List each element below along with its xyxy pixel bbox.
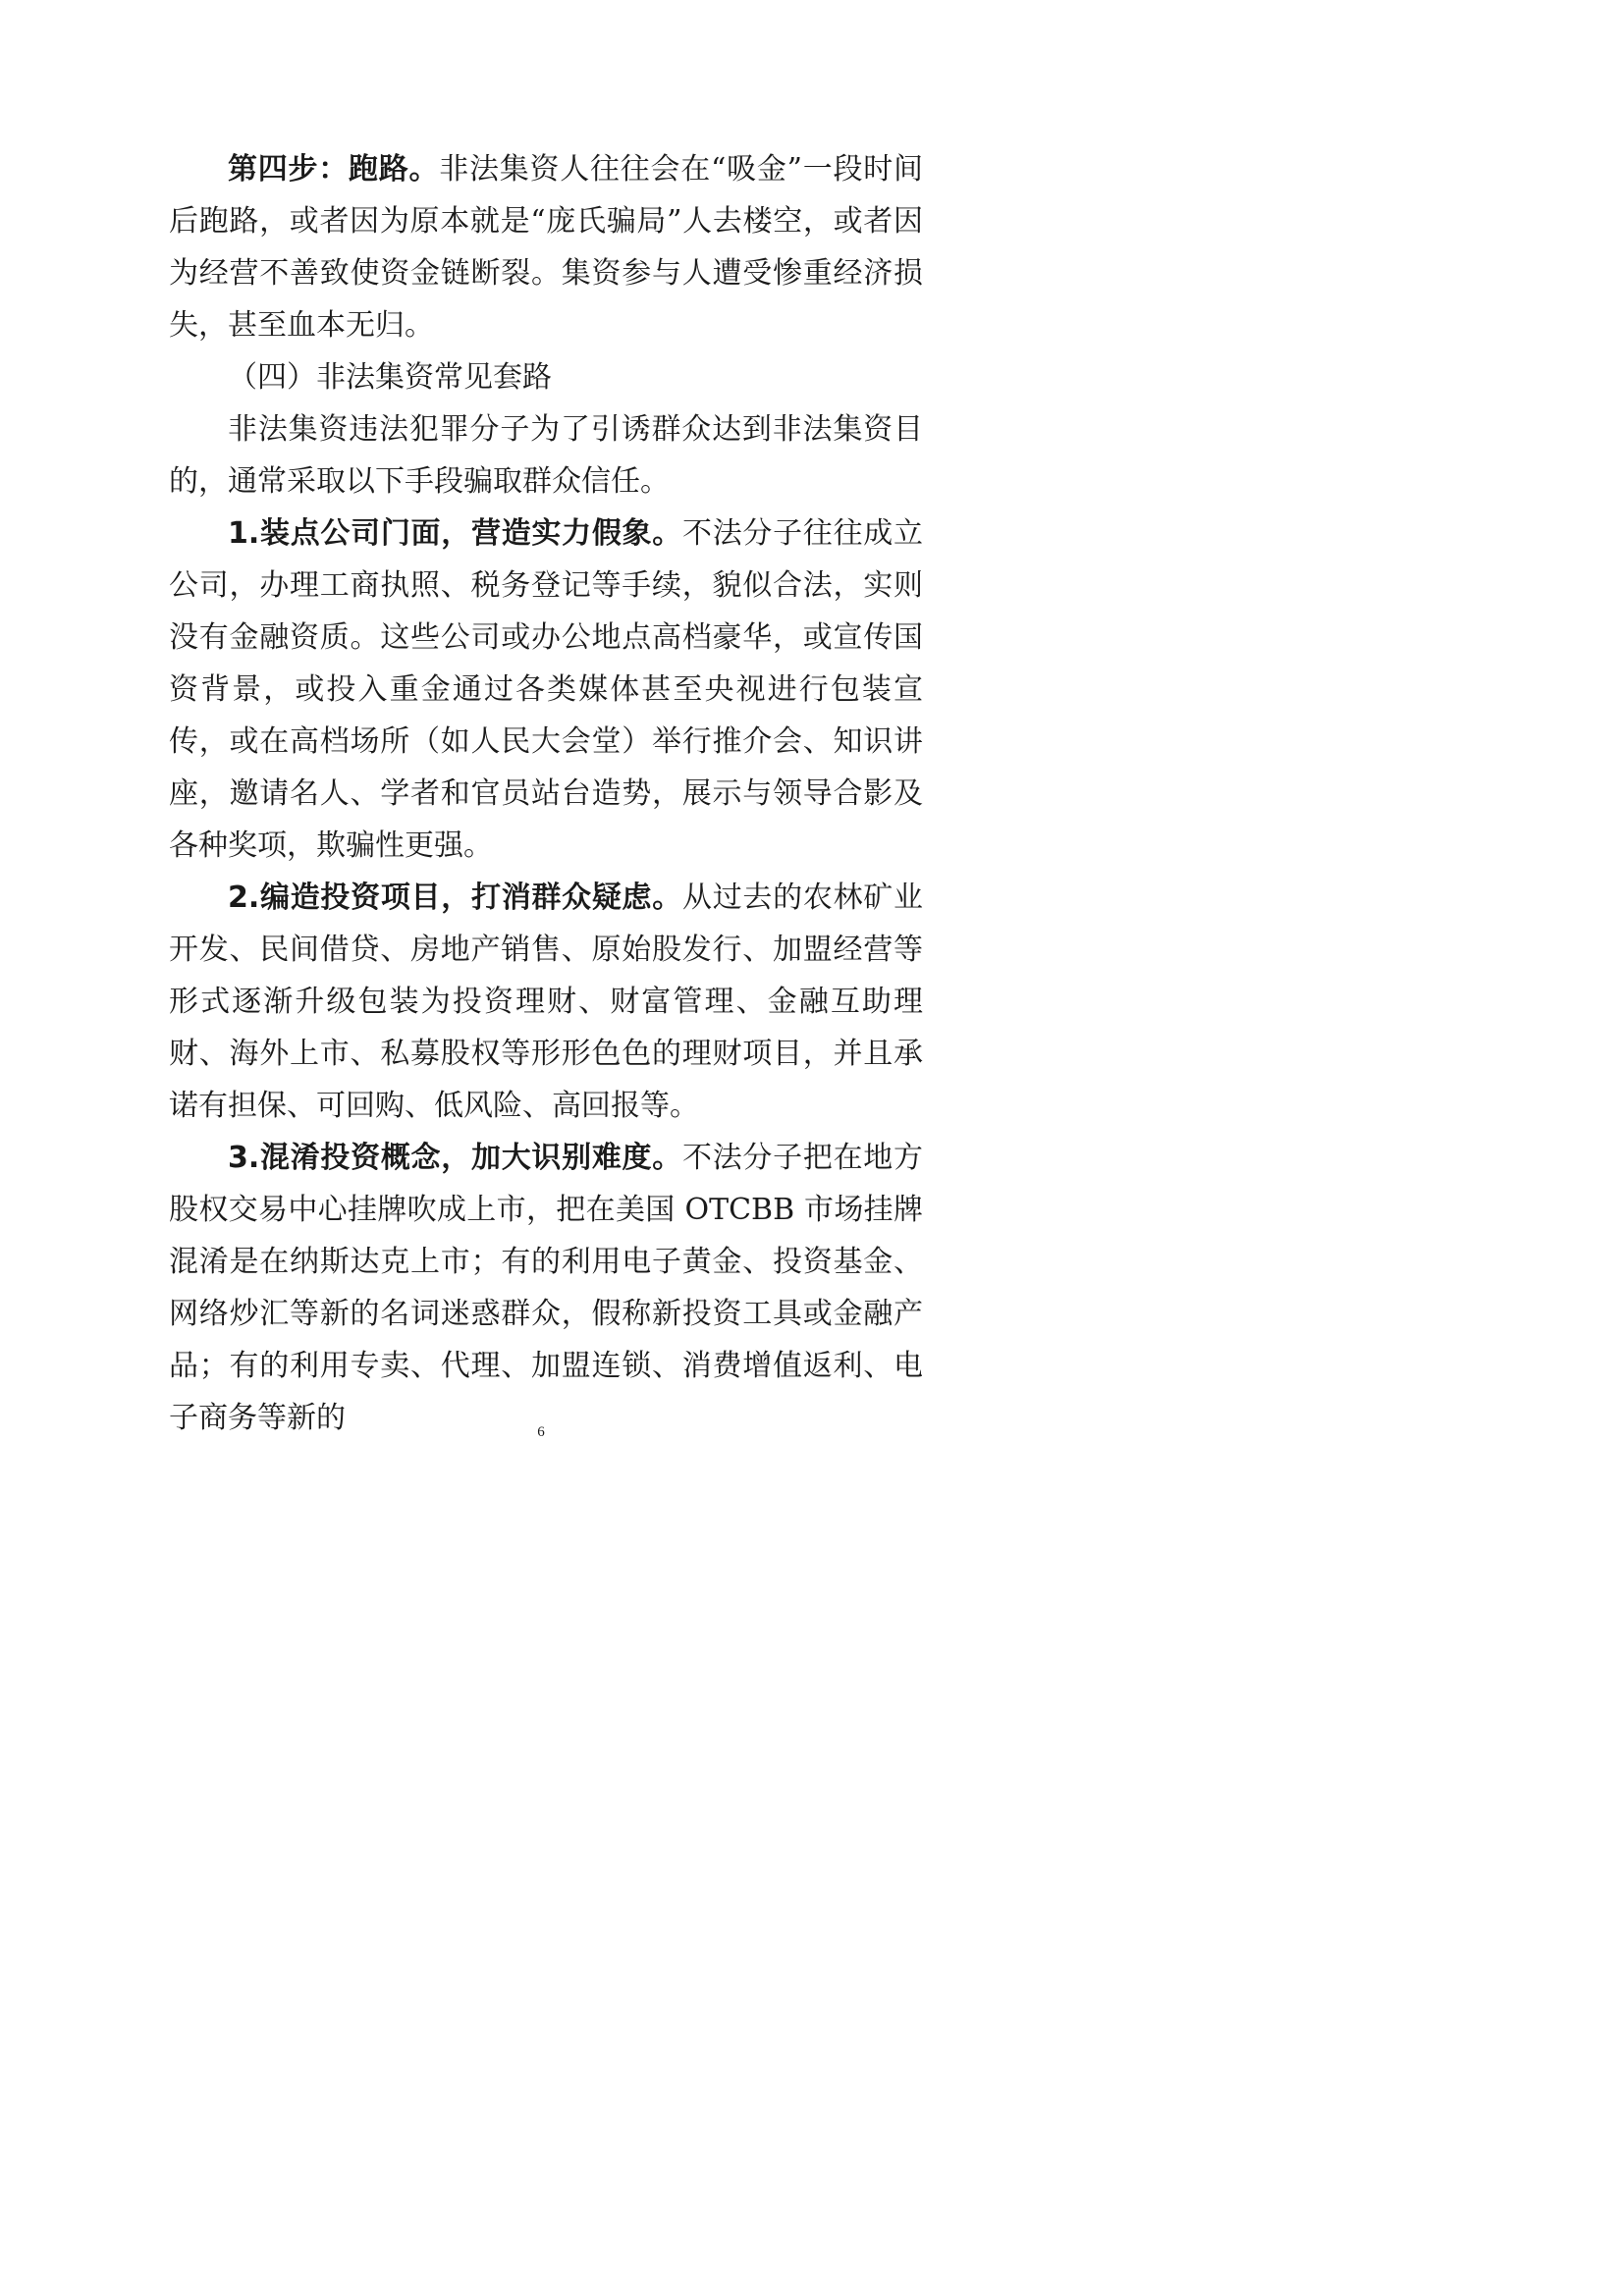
paragraph-intro: 非法集资违法犯罪分子为了引诱群众达到非法集资目的，通常采取以下手段骗取群众信任。 <box>169 412 923 499</box>
document-page <box>0 0 1082 1530</box>
item-3-text: 不法分子把在地方股权交易中心挂牌吹成上市，把在美国 OTCBB 市场挂牌混淆是在纳斯达克上市；有的利用电子黄金、投资基金、网络炒汇等新的名词迷惑群众，假称新投资工具或金融产品；有的利用专卖、代理、加盟连锁、消费增值返利、电子商务等新的 <box>169 1141 924 1435</box>
page-number: 6 <box>537 1424 545 1440</box>
step-four-lead: 第四步：跑路。 <box>228 152 440 187</box>
step-four-text: 非法集资人往往会在“吸金”一段时间后跑路，或者因为原本就是“庞氏骗局”人去楼空，或者因为经营不善致使资金链断裂。集资参与人遭受惨重经济损失，甚至血本无归。 <box>169 152 923 343</box>
item-3-lead: 3.混淆投资概念，加大识别难度。 <box>228 1141 682 1175</box>
paragraph-item-2 <box>169 872 923 1132</box>
item-2-text: 从过去的农林矿业开发、民间借贷、房地产销售、原始股发行、加盟经营等形式逐渐升级包装为投资理财、财富管理、金融互助理财、海外上市、私募股权等形形色色的理财项目，并且承诺有担保、可回购、低风险、高回报等。 <box>169 881 924 1123</box>
document-body <box>169 143 923 1444</box>
item-2-lead: 2.编造投资项目，打消群众疑虑。 <box>228 881 682 915</box>
section-heading-four: （四）非法集资常见套路 <box>228 360 552 395</box>
paragraph-step-four <box>169 143 923 351</box>
item-1-lead: 1.装点公司门面，营造实力假象。 <box>228 516 682 551</box>
paragraph-item-3 <box>169 1132 923 1444</box>
item-1-text: 不法分子往往成立公司，办理工商执照、税务登记等手续，貌似合法，实则没有金融资质。这些公司或办公地点高档豪华，或宣传国资背景，或投入重金通过各类媒体甚至央视进行包装宣传，或在高档场所（如人民大会堂）举行推介会、知识讲座，邀请名人、学者和官员站台造势，展示与领导合影及各种奖项，欺骗性更强。 <box>169 516 924 863</box>
paragraph-item-1 <box>169 507 923 872</box>
